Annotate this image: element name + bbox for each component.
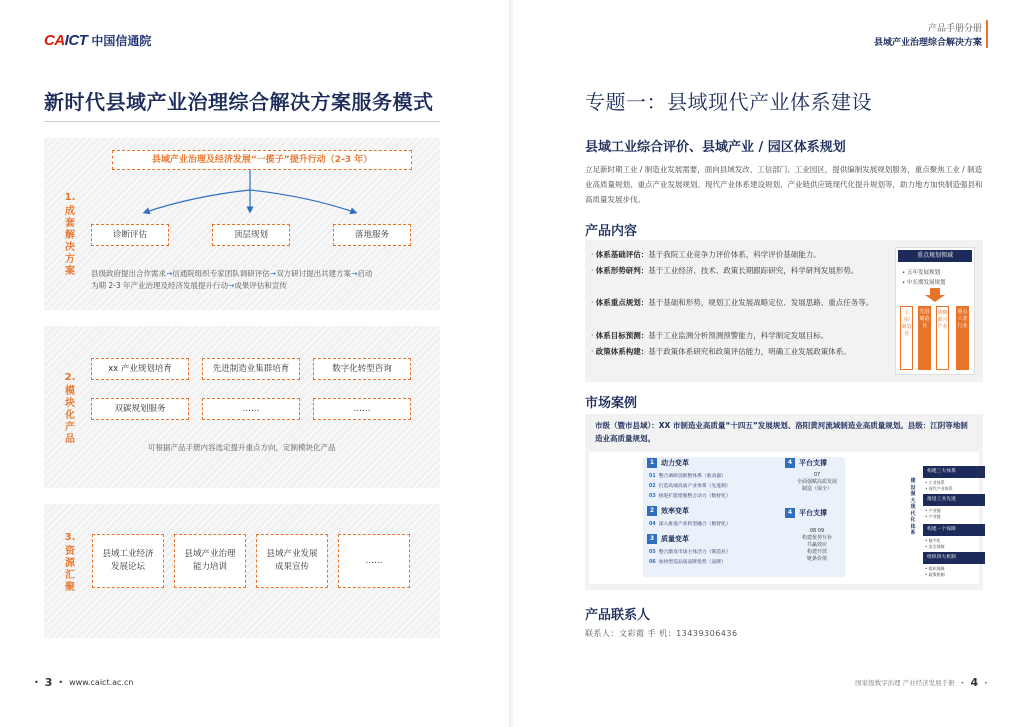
section-quality: 3 质量变革 [647,534,689,544]
case-heading: 市场案例 [585,396,638,411]
right-sub: • 安全保障 [925,544,945,549]
footer-text: 国家级数字治理 产业经济发展手册 [855,679,955,687]
product-box: …… [313,398,411,420]
case-diagram-inner [589,452,979,584]
focus-row: • 五年发展规划 [902,270,941,276]
section-platform-1: 4 平台支撑 [785,458,827,468]
topic-title: 专题一：县域现代产业体系建设 [585,90,872,114]
case-line: 06 加快塑造品质品牌优势（品牌） [649,560,726,565]
right-sub: • 组织保障 [925,566,945,571]
right-sub: • 政策机制 [925,572,945,577]
dot-icon: • [960,678,965,687]
product-content-box [585,240,983,382]
bullet-item: · 体系形势研判：基于工业经济、技术、政策长期跟踪研究，科学研判发展形势。 [591,266,859,275]
right-sub: • 产业链 [925,514,941,519]
box-top-planning: 顶层规划 [212,224,290,246]
resource-box: 县域产业治理 能力培训 [174,534,246,588]
right-sub: • 现代产业体系 [925,486,953,491]
right-footer [855,676,988,689]
right-box: 构建一个保障 [923,524,985,536]
content-heading: 产品内容 [585,224,638,239]
panel-3-label: 3. 资源汇聚 [64,532,76,593]
page-number: 3 [44,676,53,689]
product-box: …… [202,398,300,420]
case-line: 03 推进扩能增强整合动力（数智化） [649,494,731,499]
focus-areas-diagram [895,247,975,375]
section-efficiency: 2 效率变革 [647,506,689,516]
panel-2-note: 可根据产品手册内容选定提升重点方向，定制模块化产品 [148,443,336,452]
title-divider [44,121,440,122]
vertical-label: 建设强大现代化体系 [910,478,916,536]
right-box: 构建三大体系 [923,466,985,478]
product-box: 先进制造业集群培育 [202,358,300,380]
contact-heading: 产品联系人 [585,608,651,623]
dot-icon: • [984,678,988,687]
case-diagram [585,452,983,590]
case-line: 02 打造高端高质产业体系（先进制） [649,484,731,489]
section-platform-2: 4 平台支撑 [785,508,827,518]
page-number: 4 [970,676,979,689]
bullet-item: · 体系基础评估：基于我院工业竞争力评价体系，科学评价基础能力。 [591,250,821,259]
left-page [0,0,511,727]
focus-head: 重点规划领域 [898,250,972,262]
product-box: xx 产业规划培育 [91,358,189,380]
right-sub: • 产业链 [925,508,941,513]
website-url[interactable]: www.caict.ac.cn [69,678,134,687]
center-text-a: 07 全面强赋高质发展 制造（保全） [796,472,837,492]
handbook-header: 产品手册分册 县域产业治理综合解决方案 [873,24,982,48]
contact-info: 联系人：文彩霞 手 机：13439306436 [585,629,738,638]
right-box: 推进工业先进 [923,494,985,506]
case-line: 05 整合激发市场主体活力（制造业） [649,550,731,555]
panel-resource-gathering [44,504,440,638]
focus-col: 重点工业行业 [956,306,969,370]
caict-logo [44,32,151,49]
panel-modular-products [44,326,440,488]
left-footer [34,676,133,689]
focus-col: 工业/制造业 [900,306,913,370]
focus-row: • 中长期发展规划 [902,280,946,286]
center-text-b: 08 09 构建优势互补 共赢效应 构建开放 链条价值 [801,528,832,562]
section-power: 1 动力变革 [647,458,689,468]
case-text: 市级（暨市县域）：XX 市制造业高质量“十四五”发展规划、洛阳黄河流域制造业高质量规划。县级：江阴等地制造业高质量规划。 [585,414,983,452]
process-note: 县级政府提出合作需求→信通院组织专家团队调研评估→双方研讨提出共建方案→启动 为期 2-3 年产业治理及经济发展提升行动→成果评估和宣传 [91,269,373,290]
resource-box: …… [338,534,410,588]
focus-col: 先进制造业 [918,306,931,370]
panel-2-label: 2. 模块化产品 [64,372,76,445]
panel-complete-solution [44,138,440,310]
page-title: 新时代县域产业治理综合解决方案服务模式 [44,90,434,114]
resource-box: 县域产业发展 成果宣传 [256,534,328,588]
product-box: 双碳规划服务 [91,398,189,420]
right-page [513,0,1024,727]
header-accent-bar [986,20,988,48]
right-sub: • 工业体系 [925,480,945,485]
case-line: 01 整合调研创新整体系（驱动器） [649,474,726,479]
dot-icon: • [34,678,39,687]
box-landing: 落地服务 [333,224,411,246]
resource-box: 县域工业经济 发展论坛 [92,534,164,588]
action-title: 县域产业治理及经济发展“一揽子”提升行动（2-3 年） [112,150,412,170]
right-box: 组织四大机制 [923,552,985,564]
intro-paragraph: 立足新时期工业 / 制造业发展需要，面向县域发改、工信部门、工业园区，提供编制发展规划服务，重点聚焦工业 / 制造业高质量规划、重点产业发展规划、现代产业体系建设规划、产业链供应链现代化提升规划等，助力地方加快制造强县和高质量发展步伐。 [585,165,983,204]
bullet-item: · 政策体系构建：基于政策体系研究和政策评估能力，明确工业发展政策体系。 [591,347,851,356]
bullet-item: · 体系重点规划：基于基础和形势，规划工业发展战略定位、发展思路、重点任务等。 [591,298,874,307]
bullet-item: · 体系目标预测：基于工业监测分析预测预警能力，科学制定发展目标。 [591,331,829,340]
focus-col: 战略新兴产业 [936,306,949,370]
logo-cn-text: 中国信通院 [91,34,152,48]
dot-icon: • [58,678,64,687]
down-arrow-icon [925,288,945,302]
section-title: 县域工业综合评价、县域产业 / 园区体系规划 [585,140,846,155]
box-diagnosis: 诊断评估 [91,224,169,246]
case-line: 04 深入推进产业转型融合（数智化） [649,522,731,527]
logo-mark: CAICT [44,32,88,49]
panel-1-label: 1. 成套解决方案 [64,192,76,277]
product-box: 数字化转型咨询 [313,358,411,380]
right-sub: • 数字化 [925,538,941,543]
